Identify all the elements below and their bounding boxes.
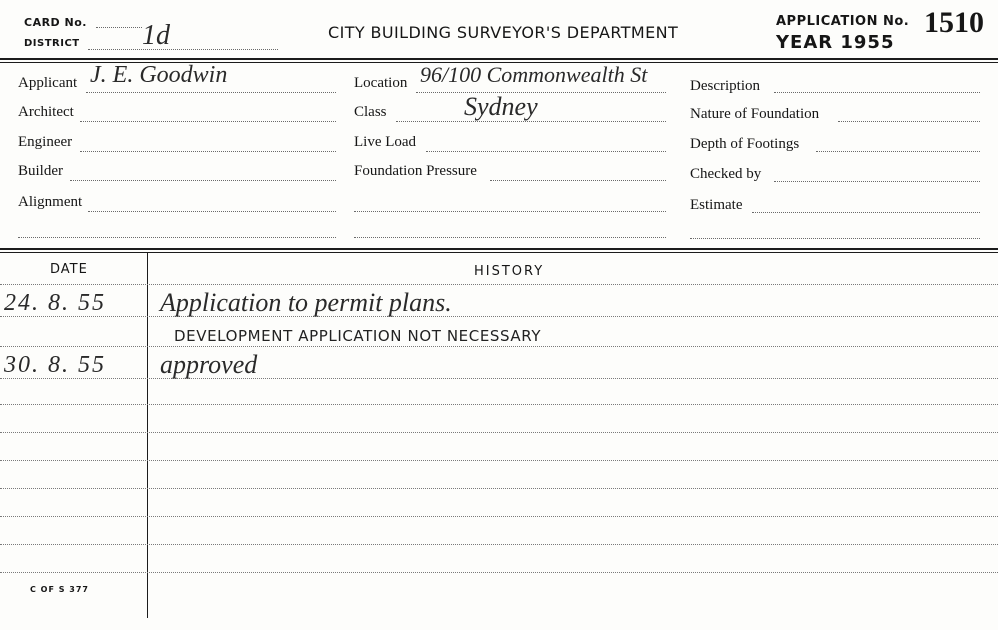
middle-extra-line-2 [354,237,666,238]
live-load-line [426,151,666,152]
year-label: YEAR 1955 [776,32,895,53]
date-column-header: DATE [50,262,88,277]
history-rule [0,460,998,461]
middle-extra-line-1 [354,211,666,212]
history-rule [0,572,998,573]
history-column-header: HISTORY [474,264,545,279]
foundation-pressure-label: Foundation Pressure [354,163,477,179]
nature-of-foundation-label: Nature of Foundation [690,106,820,122]
architect-line [80,121,336,122]
history-rule [0,516,998,517]
history-rule [0,404,998,405]
checked-by-label: Checked by [690,166,762,182]
depth-of-footings-line [816,151,980,152]
builder-line [70,180,336,181]
engineer-label: Engineer [18,134,73,150]
architect-label: Architect [18,104,74,120]
history-rule [0,378,998,379]
alignment-label: Alignment [18,194,83,210]
history-rule [0,316,998,317]
history-rule [0,544,998,545]
history-entry-text: Application to permit plans. [160,288,452,317]
history-rule [0,346,998,347]
right-extra-line [690,238,980,239]
header-rule-top [0,58,998,60]
district-value: 1d [142,20,170,51]
applicant-value: J. E. Goodwin [90,62,228,88]
history-entry-date: 24. 8. 55 [4,290,106,316]
depth-of-footings-label: Depth of Footings [690,136,800,152]
checked-by-line [774,181,980,182]
live-load-label: Live Load [354,134,417,150]
applicant-line [86,92,336,93]
location-label: Location [354,75,408,91]
date-history-divider [147,253,148,618]
card-no-line [96,27,142,28]
card-no-label: CARD No. [24,16,87,29]
department-title: CITY BUILDING SURVEYOR'S DEPARTMENT [328,23,679,42]
nature-of-foundation-line [838,121,980,122]
history-rule [0,488,998,489]
description-label: Description [690,78,760,94]
estimate-label: Estimate [690,197,743,213]
class-label: Class [354,104,387,120]
history-entry-stamp: DEVELOPMENT APPLICATION NOT NECESSARY [174,327,542,345]
district-line [88,49,278,50]
form-code: C OF S 377 [30,585,89,594]
district-label: DISTRICT [24,38,80,49]
history-rule-bottom [0,252,998,253]
foundation-pressure-line [490,180,666,181]
application-no-label: APPLICATION No. [776,14,910,29]
history-rule-top [0,248,998,250]
builder-label: Builder [18,163,63,179]
alignment-line [88,211,336,212]
history-rule [0,432,998,433]
application-number: 1510 [924,6,984,39]
engineer-line [80,151,336,152]
left-extra-line [18,237,336,238]
location-value: 96/100 Commonwealth St [420,62,648,87]
history-rule [0,284,998,285]
location-line [416,92,666,93]
class-value: Sydney [464,92,538,121]
estimate-line [752,212,980,213]
history-entry-date: 30. 8. 55 [4,352,106,378]
history-entry-text: approved [160,350,258,379]
description-line [774,92,980,93]
applicant-label: Applicant [18,75,78,91]
